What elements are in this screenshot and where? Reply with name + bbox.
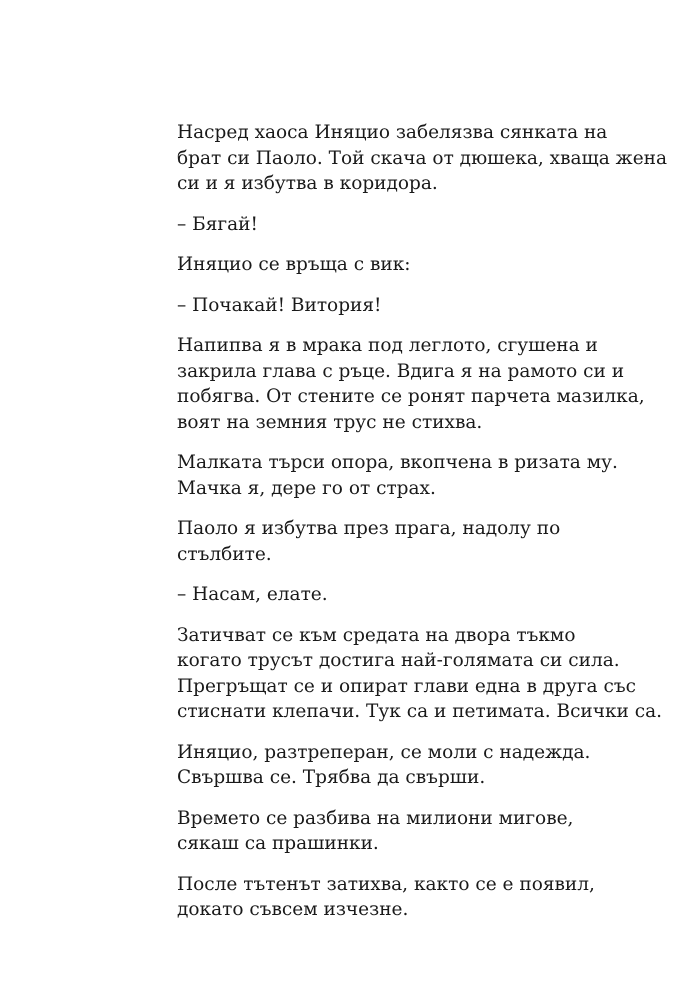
text-line: брат си Паоло. Той скача от дюшека, хваща жена	[177, 147, 667, 169]
text-line: – Бягай!	[177, 213, 258, 235]
text-line: Прегръщат се и опират глави една в друга със	[177, 675, 636, 697]
text-line: Иняцио се връща с вик:	[177, 254, 411, 275]
paragraph-7	[143, 516, 563, 567]
paragraph-3	[143, 252, 563, 278]
text-line: Иняцио, разтреперан, се моли с надежда.	[177, 741, 591, 763]
paragraph-10	[143, 740, 591, 791]
text-line: Напипва я в мрака под леглото, сгушена и	[177, 335, 598, 356]
text-line: Паоло я избутва през прага, надолу по	[177, 518, 561, 539]
text-line: побягва. От стените се ронят парчета мазилка,	[177, 386, 645, 407]
paragraph-6	[143, 450, 618, 501]
text-line: Затичват се към средата на двора тъкмо	[177, 624, 576, 646]
paragraph-5	[143, 333, 645, 435]
text-line: – Насам, елате.	[177, 584, 328, 605]
paragraph-12	[143, 872, 595, 923]
text-line: – Почакай! Витория!	[177, 294, 382, 316]
body-text	[143, 120, 667, 938]
text-line: Времето се разбива на милиони мигове,	[177, 807, 574, 829]
text-line: После тътенът затихва, както се е появил,	[177, 873, 595, 895]
paragraph-2	[143, 212, 563, 238]
paragraph-8	[143, 582, 563, 608]
text-line: закрила глава с ръце. Вдига я на рамото си и	[177, 360, 625, 382]
text-line: стълбите.	[177, 543, 272, 565]
paragraph-11	[143, 806, 574, 857]
text-line: воят на земния трус не стихва.	[177, 411, 483, 433]
text-line: стиснати клепачи. Тук са и петимата. Всички са.	[177, 701, 663, 722]
paragraph-1	[143, 120, 667, 197]
text-line: докато съвсем изчезне.	[177, 899, 409, 920]
text-line: когато трусът достига най-голямата си сила.	[177, 650, 620, 671]
text-line: Малката търси опора, вкопчена в ризата му.	[177, 452, 618, 473]
text-line: Свършва се. Трябва да свърши.	[177, 767, 486, 788]
text-line: сякаш са прашинки.	[177, 833, 379, 854]
paragraph-9	[143, 623, 663, 725]
text-line: Мачка я, дере го от страх.	[177, 477, 436, 499]
paragraph-4	[143, 293, 563, 319]
text-line: си и я избутва в коридора.	[177, 173, 438, 194]
text-line: Насред хаоса Иняцио забелязва сянката на	[177, 122, 608, 143]
